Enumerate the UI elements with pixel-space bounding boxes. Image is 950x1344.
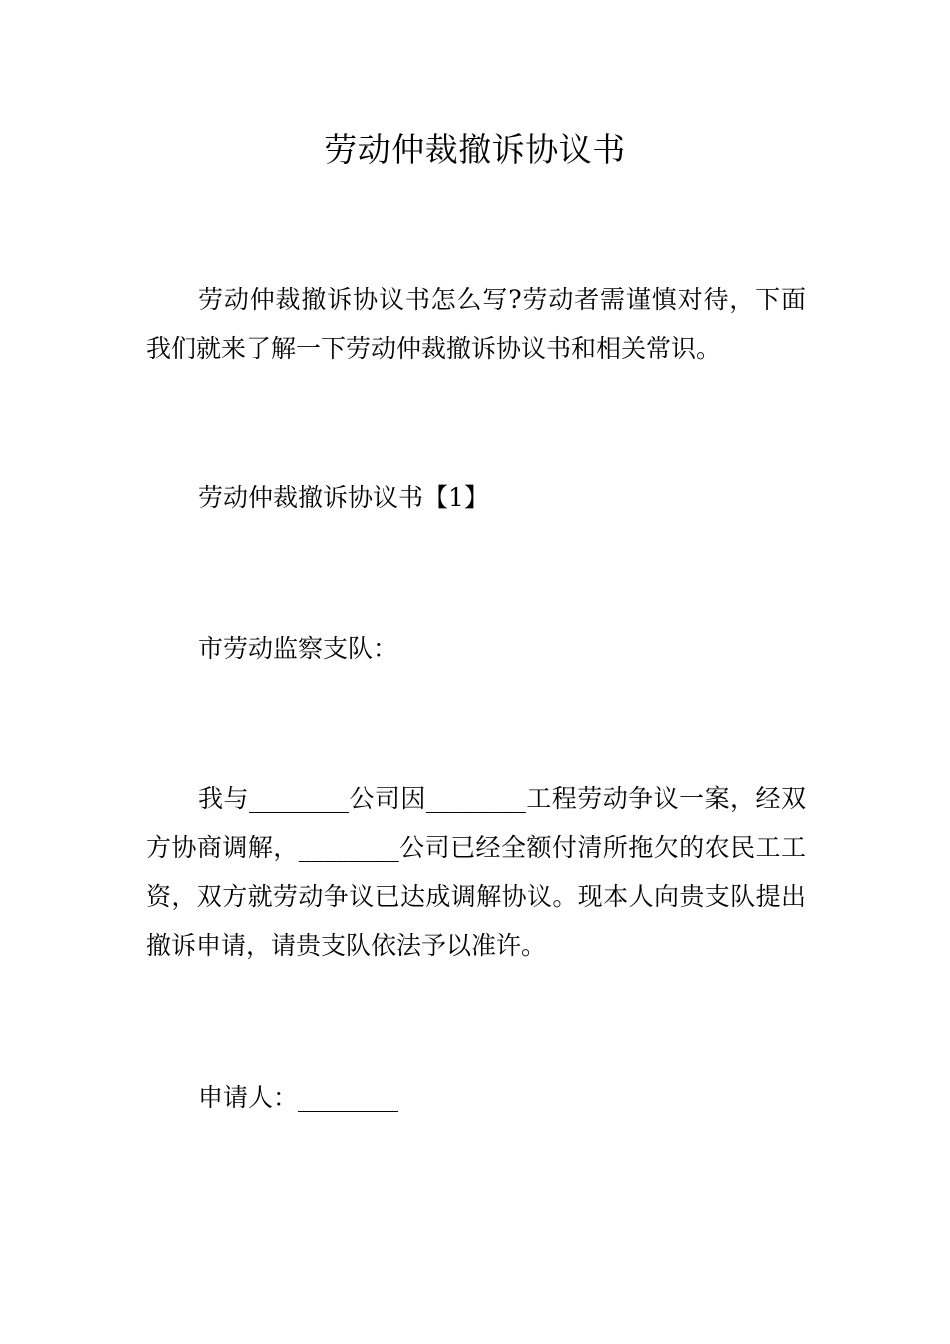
- body-paragraph: 我与________公司因________工程劳动争议一案，经双方协商调解，________公司已经全额付清所拖欠的农民工工资，双方就劳动争议已达成调解协议。现本人向贵支队提出撤诉申请，请贵支队依法予以准许。: [146, 784, 806, 960]
- document-title: 劳动仲裁撤诉协议书: [324, 130, 626, 169]
- addressee-line: 市劳动监察支队：: [198, 634, 399, 663]
- intro-paragraph: 劳动仲裁撤诉协议书怎么写?劳动者需谨慎对待，下面我们就来了解一下劳动仲裁撤诉协议书和相关常识。: [146, 285, 806, 363]
- signature-line: 申请人：________: [198, 1083, 399, 1112]
- section-heading: 劳动仲裁撤诉协议书【1】: [198, 483, 489, 512]
